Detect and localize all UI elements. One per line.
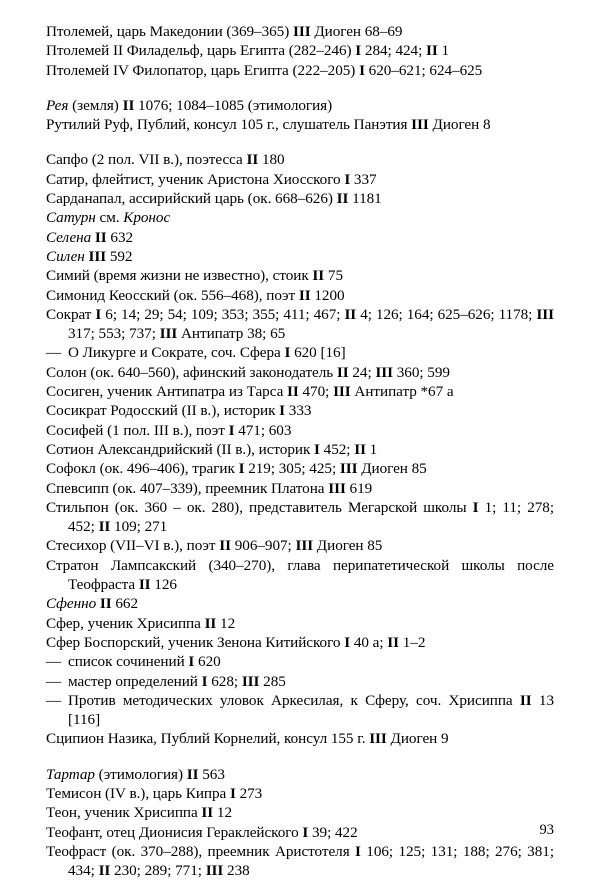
entry-text: Теофраст (ок. 370–288), преемник Аристотеля (46, 842, 356, 860)
italic-headword: Селена (46, 228, 92, 246)
index-entry (46, 170, 554, 189)
entry-text: 12 (216, 614, 236, 632)
entry-text: Птолемей IV Филопатор, царь Египта (222–205) (46, 61, 360, 79)
entry-block-scipio (46, 729, 554, 748)
index-entry (46, 479, 554, 498)
volume-numeral: I (472, 498, 479, 516)
entry-text: Птолемей, царь Македонии (369–365) (46, 23, 293, 40)
italic-headword: Тартар (46, 765, 95, 783)
volume-numeral: II (387, 633, 400, 651)
index-entry (46, 382, 554, 401)
volume-numeral: I (359, 61, 365, 79)
entry-text: 906–907; (230, 537, 296, 555)
volume-numeral: II (201, 804, 214, 822)
italic-headword: Рея (46, 96, 69, 114)
entry-text: Симонид Кеосский (ок. 556–468), поэт (46, 286, 299, 304)
entry-text: Спевсипп (ок. 407–339), преемник Платона (46, 479, 329, 497)
entry-text: Сотион Александрийский (II в.), историк (46, 440, 315, 458)
entry-block-solon-sphaerus (46, 363, 554, 652)
index-entry (46, 286, 554, 305)
index-sub-entry (46, 672, 554, 691)
volume-numeral: III (241, 672, 260, 690)
volume-numeral: II (204, 614, 217, 632)
volume-numeral: I (314, 440, 320, 458)
italic-headword: Кронос (123, 209, 171, 227)
entry-group-sigma (46, 150, 554, 748)
sub-entry-dash: — (46, 653, 62, 671)
entry-text: Сатир, флейтист, ученик Аристона Хиосского (46, 170, 345, 188)
entry-text: 219; 305; 425; (244, 460, 340, 478)
entry-text: 662 (111, 595, 138, 613)
index-entry (46, 41, 554, 60)
entry-text: 6; 14; 29; 54; 109; 353; 355; 411; 467; (101, 305, 345, 323)
volume-numeral: II (354, 440, 366, 458)
entry-text: 4; 126; 164; 625–626; 1178; (356, 305, 537, 323)
entry-text: 1076; 1084–1085 (этимология) (134, 96, 333, 114)
volume-numeral: I (228, 421, 235, 439)
volume-numeral: I (188, 653, 195, 671)
entry-text: Антипатр *67 a (350, 383, 454, 401)
entry-text: 337 (350, 170, 377, 188)
entry-text: Темисон (IV в.), царь Кипра (46, 784, 230, 802)
volume-numeral: II (98, 518, 111, 536)
entry-text: 230; 289; 771; (110, 862, 206, 880)
entry-text: 75 (324, 267, 343, 285)
entry-text: 126 (150, 576, 177, 594)
italic-headword: Сатурн (46, 209, 96, 227)
volume-numeral: II (219, 537, 231, 555)
subentry-block-sphaerus (46, 652, 554, 729)
entry-text: Стильпон (ок. 360 – ок. 280), представитель Мегарской школы (46, 498, 473, 516)
entry-group-ptolemy (46, 22, 554, 80)
index-entries-container (46, 22, 554, 880)
index-entry (46, 208, 554, 227)
entry-text: список сочинений (68, 653, 189, 671)
entry-block-sappho-socrates (46, 150, 554, 343)
index-entry (46, 842, 554, 880)
entry-text: 620 [16] (290, 344, 346, 362)
entry-text: Теон, ученик Хрисиппа (46, 804, 202, 822)
index-entry (46, 459, 554, 478)
volume-numeral: II (344, 305, 357, 323)
entry-text: Теофант, отец Дионисия Гераклейского (46, 823, 303, 841)
entry-text: Симий (время жизни не известно), стоик (46, 267, 313, 285)
volume-numeral: II (336, 190, 349, 208)
entry-text: 619 (345, 479, 373, 497)
entry-text: 284; 424; (361, 42, 427, 60)
volume-numeral: I (355, 842, 361, 860)
entry-text: 285 (259, 672, 286, 690)
index-entry (46, 150, 554, 169)
entry-text: Стратон Лампсакский (340–270), глава перипатетической школы после Теофраста (46, 556, 554, 594)
index-entry (46, 823, 554, 842)
entry-text: Сосиген, ученик Антипатра из Тарса (46, 383, 288, 401)
volume-numeral: II (138, 576, 151, 594)
volume-numeral: II (122, 96, 135, 114)
entry-text: 109; 271 (110, 518, 168, 536)
volume-numeral: I (344, 170, 351, 188)
index-sub-entry (46, 652, 554, 671)
entry-text: Птолемей II Филадельф, царь Египта (282–246) (46, 42, 356, 60)
entry-text: 24; (348, 363, 376, 381)
index-entry (46, 614, 554, 633)
sub-entry-dash: — (46, 344, 62, 362)
volume-numeral: II (336, 363, 349, 381)
page-number: 93 (539, 822, 554, 838)
index-entry (46, 421, 554, 440)
volume-numeral: I (284, 344, 291, 362)
volume-numeral: III (159, 325, 178, 343)
entry-text: 13 [116] (68, 691, 554, 729)
entry-text: О Ликурге и Сократе, соч. Сфера (68, 344, 285, 362)
index-entry (46, 401, 554, 420)
volume-numeral: III (411, 116, 429, 134)
sub-entry-dash: — (46, 691, 62, 709)
italic-headword: Сфенно (46, 595, 97, 613)
index-entry (46, 633, 554, 652)
entry-group-tau (46, 765, 554, 880)
index-entry (46, 305, 554, 344)
index-entry (46, 729, 554, 748)
entry-text: Диоген 85 (357, 460, 427, 478)
volume-numeral: III (339, 460, 358, 478)
entry-text: Сфер Боспорский, ученик Зенона Китийского (46, 633, 345, 651)
volume-numeral: III (205, 862, 224, 880)
volume-numeral: I (95, 305, 102, 323)
volume-numeral: II (98, 862, 111, 880)
sub-entry-dash: — (46, 672, 62, 690)
entry-text: 39; 422 (308, 823, 358, 841)
index-entry (46, 784, 554, 803)
volume-numeral: III (333, 383, 351, 401)
volume-numeral: I (229, 784, 236, 802)
entry-text: 471; 603 (234, 421, 292, 439)
volume-numeral: II (186, 765, 199, 783)
volume-numeral: II (298, 286, 311, 304)
volume-numeral: I (279, 402, 286, 420)
entry-text: Сократ (46, 305, 96, 323)
entry-text: 1 (437, 42, 450, 60)
index-entry (46, 440, 554, 459)
volume-numeral: I (344, 633, 351, 651)
index-entry (46, 498, 554, 537)
entry-text: Диоген 8 (428, 116, 491, 134)
volume-numeral: I (201, 672, 208, 690)
index-entry (46, 228, 554, 247)
volume-numeral: I (238, 460, 245, 478)
entry-text: (этимология) (94, 765, 187, 783)
entry-text: Стесихор (VII–VI в.), поэт (46, 537, 220, 555)
entry-text: 470; (298, 383, 334, 401)
entry-text: Солон (ок. 640–560), афинский законодатель (46, 363, 337, 381)
entry-text: 620 (194, 653, 221, 671)
index-entry (46, 556, 554, 595)
volume-numeral: II (99, 595, 112, 613)
volume-numeral: III (369, 730, 387, 748)
entry-text: Сарданапал, ассирийский царь (ок. 668–626) (46, 190, 337, 208)
entry-text: Диоген 68–69 (310, 23, 403, 40)
entry-text: Рутилий Руф, Публий, консул 105 г., слушатель Панэтия (46, 116, 412, 134)
index-entry (46, 22, 554, 41)
index-entry (46, 61, 554, 80)
entry-text: 180 (258, 151, 285, 169)
volume-numeral: III (536, 305, 554, 323)
index-entry (46, 266, 554, 285)
entry-text: 333 (285, 402, 312, 420)
entry-text: (земля) (68, 96, 123, 114)
entry-text: 628; (207, 672, 242, 690)
entry-text: 632 (106, 228, 134, 246)
entry-text: 12 (213, 804, 232, 822)
entry-text: 563 (198, 765, 225, 783)
entry-text: 238 (223, 862, 250, 880)
entry-text: Сосикрат Родосский (II в.), историк (46, 402, 280, 420)
volume-numeral: II (246, 151, 259, 169)
volume-numeral: II (312, 267, 325, 285)
volume-numeral: III (295, 537, 314, 555)
entry-text: 452; (319, 440, 355, 458)
subentry-block-socrates (46, 343, 554, 362)
entry-text: 1 (365, 440, 378, 458)
entry-text: 1; 11; 278; 452; (68, 498, 554, 536)
entry-text: Софокл (ок. 496–406), трагик (46, 460, 239, 478)
volume-numeral: II (94, 228, 107, 246)
entry-text: Сфер, ученик Хрисиппа (46, 614, 205, 632)
index-entry (46, 115, 554, 134)
entry-text: см. (95, 209, 124, 227)
entry-text: 1–2 (399, 633, 426, 651)
entry-text: Сосифей (1 пол. III в.), поэт (46, 421, 229, 439)
index-entry (46, 96, 554, 115)
volume-numeral: III (88, 247, 107, 265)
index-entry (46, 189, 554, 208)
volume-numeral: III (292, 23, 311, 40)
index-entry (46, 536, 554, 555)
entry-group-rhea (46, 96, 554, 135)
index-entry (46, 247, 554, 266)
index-entry (46, 594, 554, 613)
entry-text: Сапфо (2 пол. VII в.), поэтесса (46, 151, 247, 169)
entry-text: Сципион Назика, Публий Корнелий, консул 155 г. (46, 730, 370, 748)
entry-text: 620–621; 624–625 (364, 61, 483, 79)
volume-numeral: III (328, 479, 346, 497)
entry-text: мастер определений (68, 672, 202, 690)
entry-text: 1181 (348, 190, 382, 208)
italic-headword: Силен (46, 247, 85, 265)
volume-numeral: II (426, 42, 438, 60)
index-sub-entry (46, 691, 554, 730)
volume-numeral: II (287, 383, 299, 401)
index-entry (46, 803, 554, 822)
index-entry (46, 765, 554, 784)
volume-numeral: I (355, 42, 362, 60)
entry-text: Против методических уловок Аркесилая, к Сферу, соч. Хрисиппа (68, 691, 520, 709)
entry-text: Антипатр 38; 65 (177, 325, 286, 343)
entry-text: 40 a; (350, 633, 388, 651)
entry-text: Диоген 85 (313, 537, 383, 555)
entry-text: 592 (106, 247, 133, 265)
volume-numeral: II (519, 691, 532, 709)
index-sub-entry (46, 343, 554, 362)
index-entry (46, 363, 554, 382)
entry-text: Диоген 9 (386, 730, 449, 748)
volume-numeral: III (375, 363, 393, 381)
entry-text: 360; 599 (393, 363, 450, 381)
volume-numeral: I (302, 823, 309, 841)
entry-text: 273 (235, 784, 263, 802)
entry-text: 106; 125; 131; 188; 276; 381; 434; (68, 842, 554, 880)
entry-text: 317; 553; 737; (68, 325, 160, 343)
entry-text: 1200 (310, 286, 345, 304)
